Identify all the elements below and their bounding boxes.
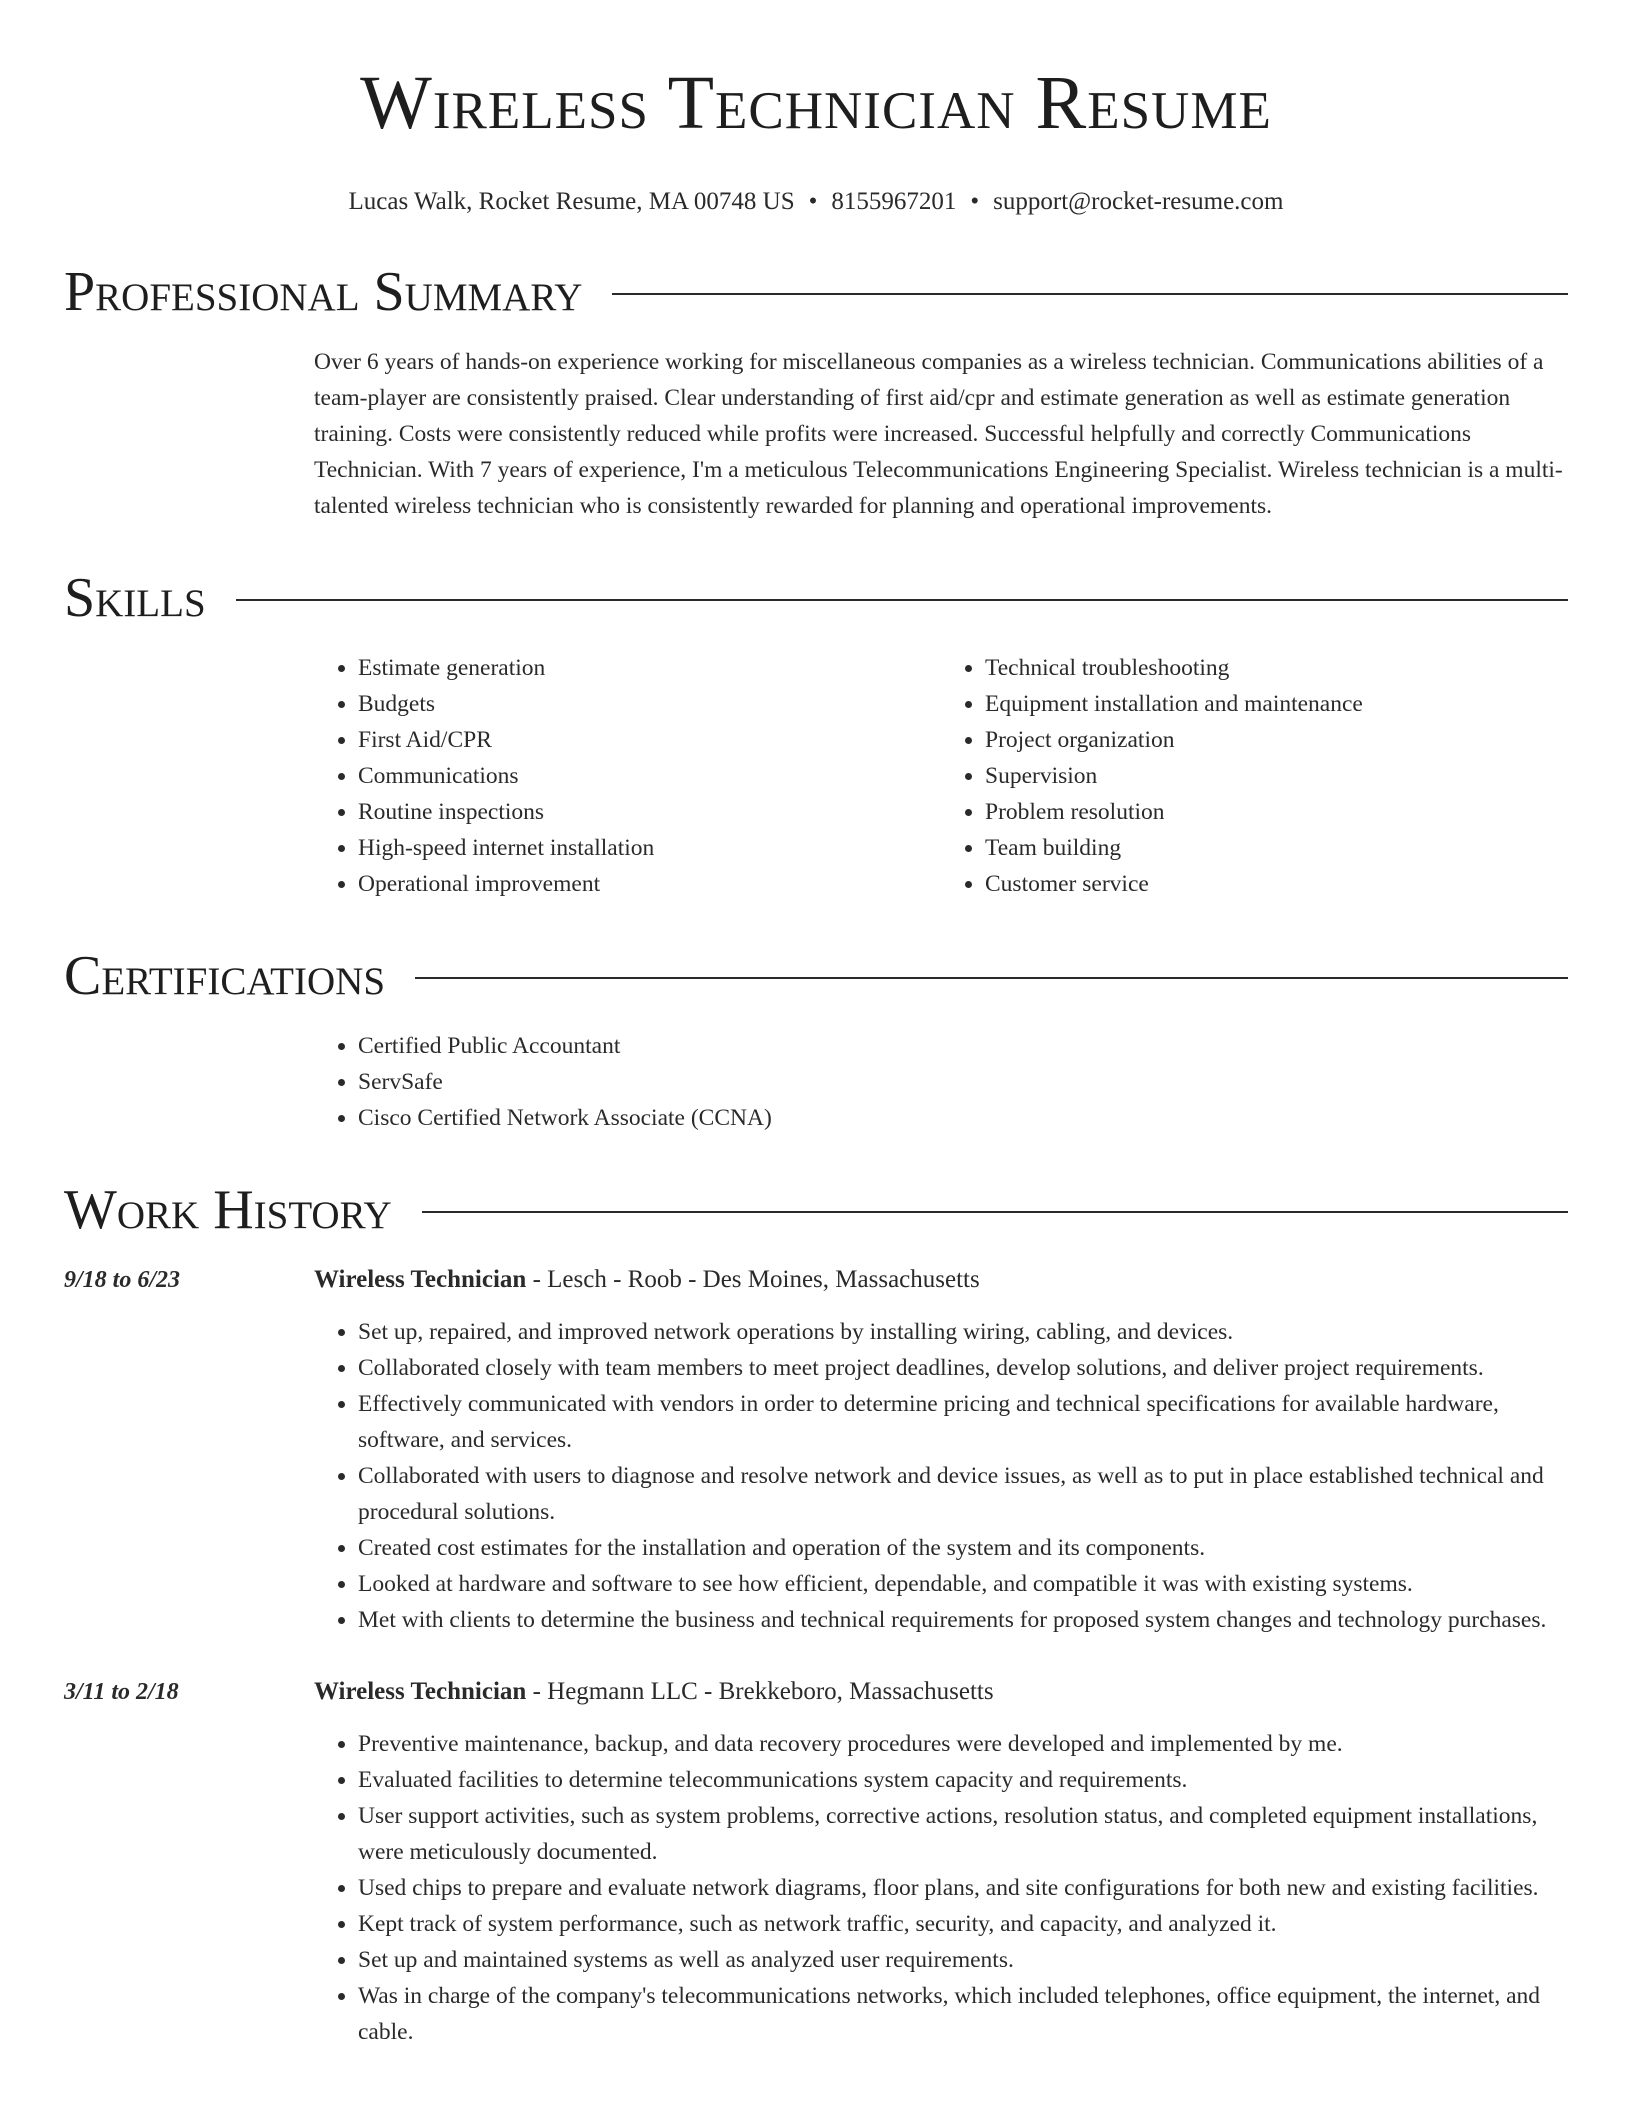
job-employer: - Lesch - Roob - Des Moines, Massachusetts — [526, 1266, 980, 1293]
section-divider — [236, 599, 1568, 601]
job-employer: - Hegmann LLC - Brekkeboro, Massachusetts — [526, 1678, 994, 1705]
work-history-heading: Work History — [64, 1179, 392, 1241]
skills-list — [314, 650, 1568, 902]
job-title: Wireless Technician — [314, 1678, 527, 1705]
skills-column-left — [314, 650, 941, 902]
job-header — [314, 1262, 1568, 1298]
skill-item: • Supervision — [985, 758, 1568, 794]
job-bullet: • Used chips to prepare and evaluate network diagrams, floor plans, and site configurations for both new and existing facilities. — [358, 1870, 1568, 1906]
contact-phone: 8155967201 — [831, 188, 957, 215]
job-responsibilities — [314, 1726, 1568, 2050]
job-entry — [64, 1262, 1568, 1638]
skill-item: • Budgets — [358, 686, 941, 722]
resume-title: Wireless Technician Resume — [360, 61, 1272, 145]
job-bullet: • Created cost estimates for the installation and operation of the system and its components. — [358, 1530, 1568, 1566]
skill-item: • Team building — [985, 830, 1568, 866]
work-history-section-header — [64, 1180, 1568, 1240]
job-details — [314, 1674, 1568, 2050]
section-divider — [612, 293, 1568, 295]
contact-address: Lucas Walk, Rocket Resume, MA 00748 US — [348, 188, 795, 215]
skills-section-header — [64, 568, 1568, 628]
contact-email[interactable]: support@rocket-resume.com — [993, 188, 1284, 215]
job-bullet: • Met with clients to determine the business and technical requirements for proposed system changes and technology purchases. — [358, 1602, 1568, 1638]
job-bullet: • Evaluated facilities to determine telecommunications system capacity and requirements. — [358, 1762, 1568, 1798]
skill-item: • Technical troubleshooting — [985, 650, 1568, 686]
contact-line — [64, 186, 1568, 218]
skill-item: • Customer service — [985, 866, 1568, 902]
skill-item: • High-speed internet installation — [358, 830, 941, 866]
job-header — [314, 1674, 1568, 1710]
job-entry — [64, 1674, 1568, 2050]
certifications-list — [314, 1028, 1568, 1136]
job-dates: 3/11 to 2/18 — [64, 1679, 179, 1705]
contact-separator: • — [970, 188, 980, 215]
skill-item: • Project organization — [985, 722, 1568, 758]
job-bullet: • User support activities, such as system problems, corrective actions, resolution status, and completed equipment installations, were meticulously documented. — [358, 1798, 1568, 1870]
job-bullet: • Preventive maintenance, backup, and data recovery procedures were developed and implemented by me. — [358, 1726, 1568, 1762]
certifications-section-header — [64, 946, 1568, 1006]
job-bullet: • Was in charge of the company's telecommunications networks, which included telephones, office equipment, the internet, and cable. — [358, 1978, 1568, 2050]
job-bullet: • Collaborated closely with team members to meet project deadlines, develop solutions, and deliver project requirements. — [358, 1350, 1568, 1386]
certifications-heading: Certifications — [64, 945, 386, 1007]
job-bullet: • Looked at hardware and software to see how efficient, dependable, and compatible it was with existing systems. — [358, 1566, 1568, 1602]
job-bullet: • Effectively communicated with vendors in order to determine pricing and technical specifications for available hardware, software, and services. — [358, 1386, 1568, 1458]
job-bullet: • Set up, repaired, and improved network operations by installing wiring, cabling, and devices. — [358, 1314, 1568, 1350]
skill-item: • Estimate generation — [358, 650, 941, 686]
job-responsibilities — [314, 1314, 1568, 1638]
summary-text: Over 6 years of hands-on experience working for miscellaneous companies as a wireless technician. Communications abilities of a team-player are consistently praised. Clear understanding of first aid/cpr and estimate generation as well as estimate generation training. Costs were consistently reduced while profits were increased. Successful helpfully and correctly Communications Technician. With 7 years of experience, I'm a meticulous Telecommunications Engineering Specialist. Wireless technician is a multi-talented wireless technician who is consistently rewarded for planning and operational improvements. — [314, 349, 1563, 519]
section-divider — [415, 977, 1568, 979]
skill-item: • Operational improvement — [358, 866, 941, 902]
skill-item: • First Aid/CPR — [358, 722, 941, 758]
job-bullet: • Collaborated with users to diagnose and resolve network and device issues, as well as to put in place established technical and procedural solutions. — [358, 1458, 1568, 1530]
section-divider — [422, 1211, 1568, 1213]
job-bullet: • Kept track of system performance, such as network traffic, security, and capacity, and analyzed it. — [358, 1906, 1568, 1942]
certification-item: • Cisco Certified Network Associate (CCNA) — [358, 1100, 1568, 1136]
summary-section-header — [64, 262, 1568, 322]
job-bullet: • Set up and maintained systems as well as analyzed user requirements. — [358, 1942, 1568, 1978]
skills-heading: Skills — [64, 567, 206, 629]
skills-column-right — [941, 650, 1568, 902]
certification-item: • Certified Public Accountant — [358, 1028, 1568, 1064]
job-details — [314, 1262, 1568, 1638]
skill-item: • Problem resolution — [985, 794, 1568, 830]
skill-item: • Equipment installation and maintenance — [985, 686, 1568, 722]
skill-item: • Communications — [358, 758, 941, 794]
contact-separator: • — [808, 188, 818, 215]
job-dates: 9/18 to 6/23 — [64, 1267, 181, 1293]
summary-heading: Professional Summary — [64, 261, 583, 323]
job-title: Wireless Technician — [314, 1266, 527, 1293]
skill-item: • Routine inspections — [358, 794, 941, 830]
certification-item: • ServSafe — [358, 1064, 1568, 1100]
